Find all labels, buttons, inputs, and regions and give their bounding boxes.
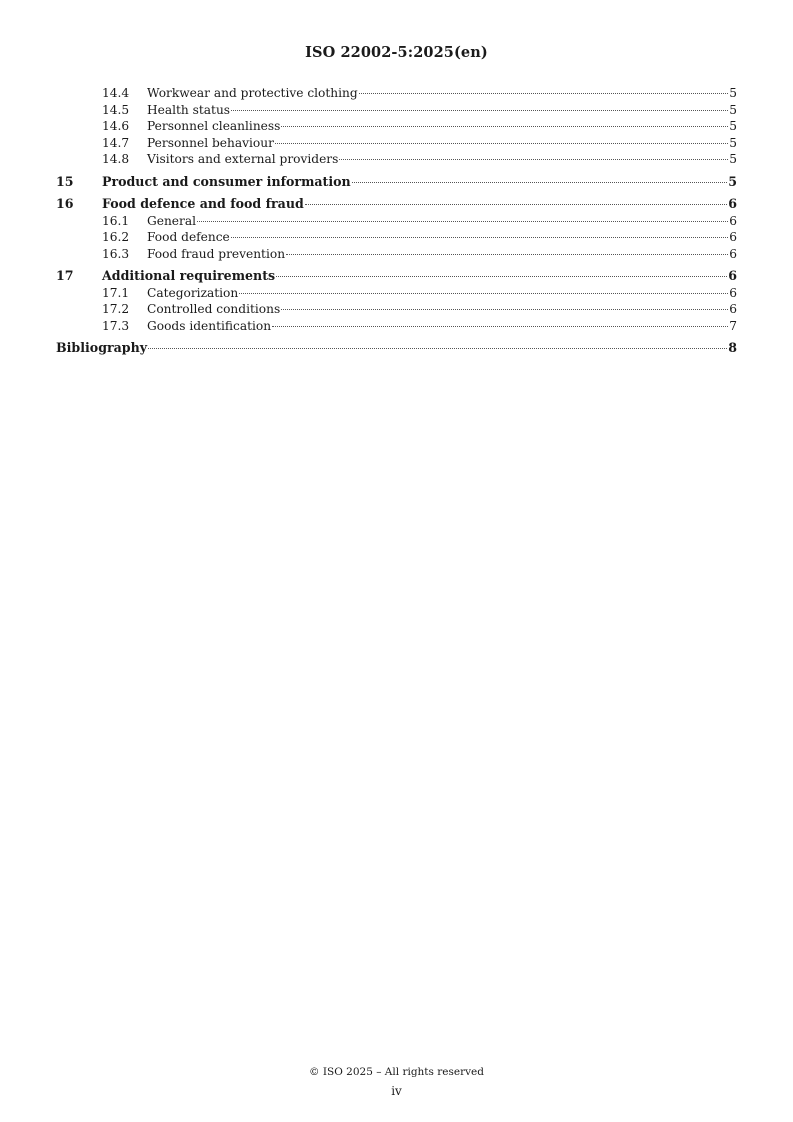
copyright-notice: © ISO 2025 – All rights reserved bbox=[309, 1066, 484, 1078]
toc-entry-number: 16 bbox=[56, 196, 74, 211]
toc-leader-dots bbox=[275, 143, 728, 144]
toc-entry-title: Personnel behaviour bbox=[147, 135, 274, 150]
toc-leader-dots bbox=[281, 309, 728, 310]
toc-entry-14-8[interactable] bbox=[56, 151, 737, 168]
toc-entry-bibliography[interactable] bbox=[56, 340, 737, 357]
toc-entry-number: 16.2 bbox=[102, 230, 130, 244]
toc-entry-page: 5 bbox=[729, 102, 737, 117]
toc-leader-dots bbox=[231, 237, 728, 238]
page-number: iv bbox=[391, 1084, 402, 1098]
toc-entry-page: 6 bbox=[729, 302, 737, 316]
toc-entry-title: Visitors and external providers bbox=[147, 152, 339, 166]
document-id-header: ISO 22002-5:2025(en) bbox=[305, 44, 488, 61]
toc-leader-dots bbox=[197, 221, 728, 222]
toc-entry-page: 7 bbox=[729, 318, 737, 333]
toc-entry-number: 14.7 bbox=[102, 135, 130, 150]
toc-entry-title: Goods identification bbox=[147, 318, 272, 333]
toc-entry-page: 5 bbox=[728, 173, 737, 189]
toc-leader-dots bbox=[239, 293, 728, 294]
toc-entry-14-7[interactable] bbox=[56, 135, 737, 152]
toc-entry-page: 6 bbox=[729, 230, 737, 244]
toc-entry-title: Categorization bbox=[147, 285, 239, 300]
toc-entry-16-2[interactable] bbox=[56, 229, 737, 246]
toc-entry-title: Product and consumer information bbox=[102, 173, 351, 189]
toc-entry-title: Food defence and food fraud bbox=[102, 196, 304, 211]
toc-entry-page: 6 bbox=[729, 285, 737, 300]
toc-entry-title: Additional requirements bbox=[102, 268, 276, 283]
toc-leader-dots bbox=[359, 93, 729, 94]
toc-entry-page: 5 bbox=[729, 86, 737, 100]
toc-leader-dots bbox=[281, 126, 728, 127]
toc-entry-16-1[interactable] bbox=[56, 213, 737, 230]
toc-entry-title: General bbox=[147, 213, 196, 228]
toc-entry-number: 16.1 bbox=[102, 213, 130, 228]
toc-entry-title: Workwear and protective clothing bbox=[147, 86, 358, 100]
toc-entry-14-6[interactable] bbox=[56, 118, 737, 135]
toc-entry-16-3[interactable] bbox=[56, 246, 737, 263]
toc-leader-dots bbox=[286, 254, 728, 255]
toc-entry-title: Health status bbox=[147, 102, 231, 117]
toc-entry-17-1[interactable] bbox=[56, 285, 737, 302]
toc-entry-title: Bibliography bbox=[56, 340, 148, 355]
toc-entry-title: Food fraud prevention bbox=[147, 246, 286, 261]
toc-entry-page: 6 bbox=[729, 213, 737, 228]
toc-leader-dots bbox=[352, 182, 728, 183]
toc-entry-14-5[interactable] bbox=[56, 102, 737, 119]
toc-leader-dots bbox=[276, 276, 727, 277]
toc-entry-number: 17.2 bbox=[102, 302, 130, 316]
toc-leader-dots bbox=[148, 348, 727, 349]
toc-leader-dots bbox=[272, 326, 728, 327]
toc-entry-page: 6 bbox=[728, 268, 737, 283]
toc-entry-title: Controlled conditions bbox=[147, 302, 281, 316]
toc-entry-title: Food defence bbox=[147, 230, 230, 244]
toc-leader-dots bbox=[231, 110, 728, 111]
toc-entry-number: 14.4 bbox=[102, 86, 130, 100]
toc-leader-dots bbox=[305, 204, 727, 205]
toc-entry-17-3[interactable] bbox=[56, 318, 737, 335]
toc-entry-number: 14.5 bbox=[102, 102, 130, 117]
toc-entry-number: 14.8 bbox=[102, 152, 130, 166]
toc-entry-title: Personnel cleanliness bbox=[147, 119, 281, 133]
table-of-contents bbox=[56, 85, 737, 357]
toc-entry-14-4[interactable] bbox=[56, 85, 737, 102]
toc-entry-number: 16.3 bbox=[102, 246, 130, 261]
toc-entry-number: 17 bbox=[56, 268, 74, 283]
toc-entry-number: 15 bbox=[56, 173, 74, 189]
toc-entry-17-2[interactable] bbox=[56, 301, 737, 318]
toc-entry-page: 6 bbox=[729, 246, 737, 261]
toc-entry-page: 5 bbox=[729, 152, 737, 166]
toc-entry-page: 5 bbox=[729, 135, 737, 150]
toc-entry-number: 14.6 bbox=[102, 119, 130, 133]
toc-leader-dots bbox=[339, 159, 728, 160]
toc-entry-number: 17.1 bbox=[102, 285, 130, 300]
toc-entry-page: 8 bbox=[728, 340, 737, 355]
toc-entry-17[interactable] bbox=[56, 268, 737, 285]
toc-entry-page: 6 bbox=[728, 196, 737, 211]
toc-entry-15[interactable] bbox=[56, 174, 737, 191]
toc-entry-number: 17.3 bbox=[102, 318, 130, 333]
toc-entry-page: 5 bbox=[729, 119, 737, 133]
toc-entry-16[interactable] bbox=[56, 196, 737, 213]
